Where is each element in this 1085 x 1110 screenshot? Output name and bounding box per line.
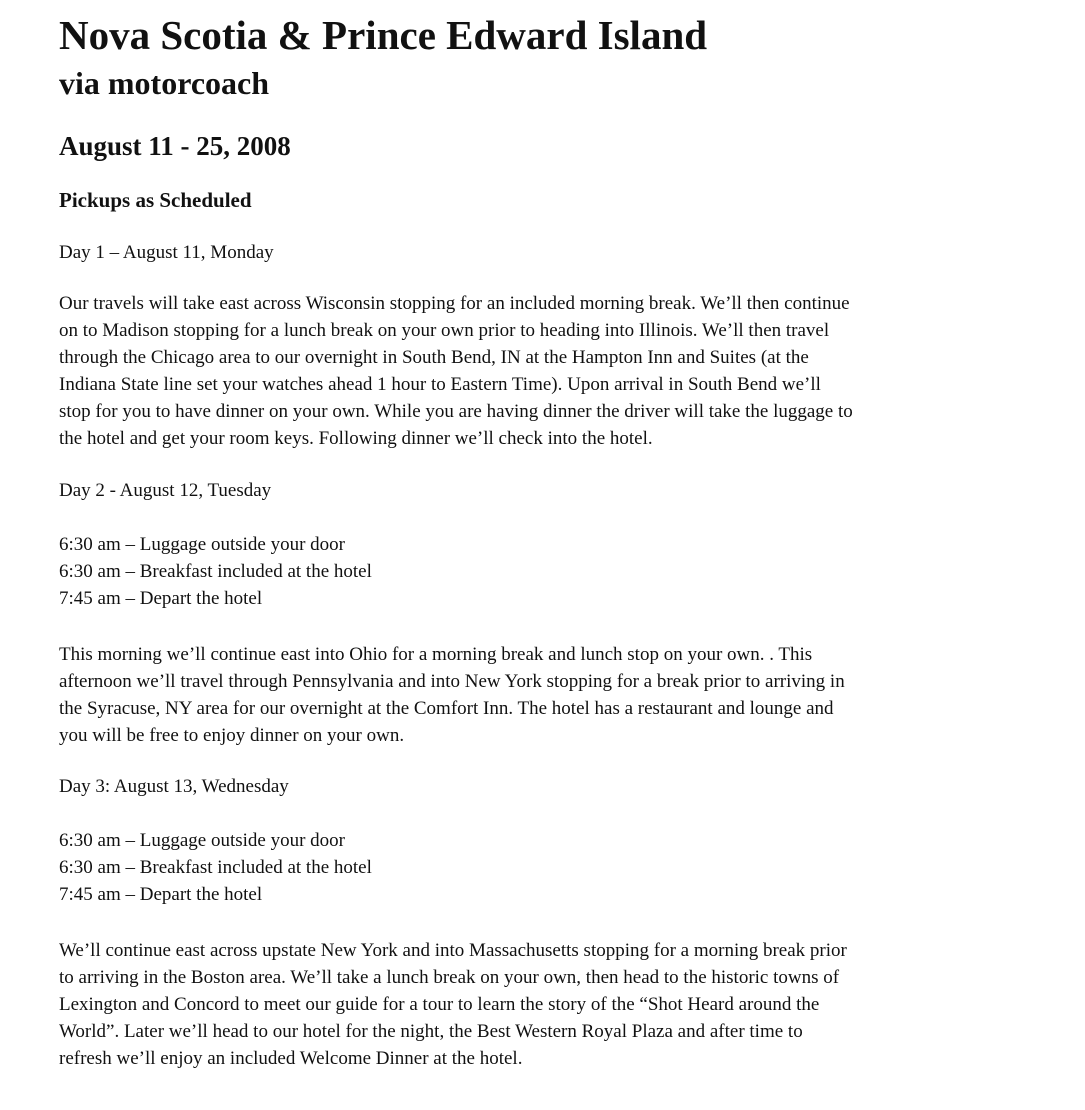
paragraph-line: to arriving in the Boston area. We’ll take a lunch break on your own, then head to the historic towns of [59,967,840,988]
schedule-item: 7:45 am – Depart the hotel [59,588,263,609]
paragraph-line: Lexington and Concord to meet our guide for a tour to learn the story of the “Shot Heard around the [59,994,820,1015]
document-title: Nova Scotia & Prince Edward Island [59,12,708,58]
paragraph-line: the Syracuse, NY area for our overnight at the Comfort Inn. The hotel has a restaurant and lounge and [59,698,834,719]
paragraph-line: through the Chicago area to our overnight in South Bend, IN at the Hampton Inn and Suites (at the [59,347,809,368]
day-1-description [59,290,853,452]
day-3-heading: Day 3: August 13, Wednesday [59,776,289,797]
paragraph-line: you will be free to enjoy dinner on your own. [59,725,405,746]
paragraph-line: We’ll continue east across upstate New York and into Massachusetts stopping for a morning break prior [59,940,847,961]
schedule-item: 6:30 am – Breakfast included at the hotel [59,561,372,582]
day-3-schedule [59,827,372,908]
document-subtitle: via motorcoach [59,65,270,101]
paragraph-line: on to Madison stopping for a lunch break on your own prior to heading into Illinois. We’ll then travel [59,320,830,341]
schedule-item: 7:45 am – Depart the hotel [59,884,263,905]
schedule-item: 6:30 am – Luggage outside your door [59,534,346,555]
pickups-heading: Pickups as Scheduled [59,188,252,212]
paragraph-line: the hotel and get your room keys. Following dinner we’ll check into the hotel. [59,428,653,449]
day-2-description [59,641,845,749]
paragraph-line: Our travels will take east across Wisconsin stopping for an included morning break. We’ll then continue [59,293,850,314]
paragraph-line: World”. Later we’ll head to our hotel for the night, the Best Western Royal Plaza and after time to [59,1021,803,1042]
paragraph-line: This morning we’ll continue east into Ohio for a morning break and lunch stop on your own. . This [59,644,813,665]
schedule-item: 6:30 am – Breakfast included at the hotel [59,857,372,878]
paragraph-line: afternoon we’ll travel through Pennsylvania and into New York stopping for a break prior to arriving in [59,671,845,692]
paragraph-line: refresh we’ll enjoy an included Welcome Dinner at the hotel. [59,1048,523,1069]
day-3-description [59,937,847,1072]
day-2-heading: Day 2 - August 12, Tuesday [59,480,272,501]
day-2-schedule [59,531,372,612]
paragraph-line: Indiana State line set your watches ahead 1 hour to Eastern Time). Upon arrival in South Bend we’ll [59,374,821,395]
day-1-heading: Day 1 – August 11, Monday [59,242,274,263]
schedule-item: 6:30 am – Luggage outside your door [59,830,346,851]
trip-dates: August 11 - 25, 2008 [59,131,291,161]
paragraph-line: stop for you to have dinner on your own. While you are having dinner the driver will take the luggage to [59,401,853,422]
